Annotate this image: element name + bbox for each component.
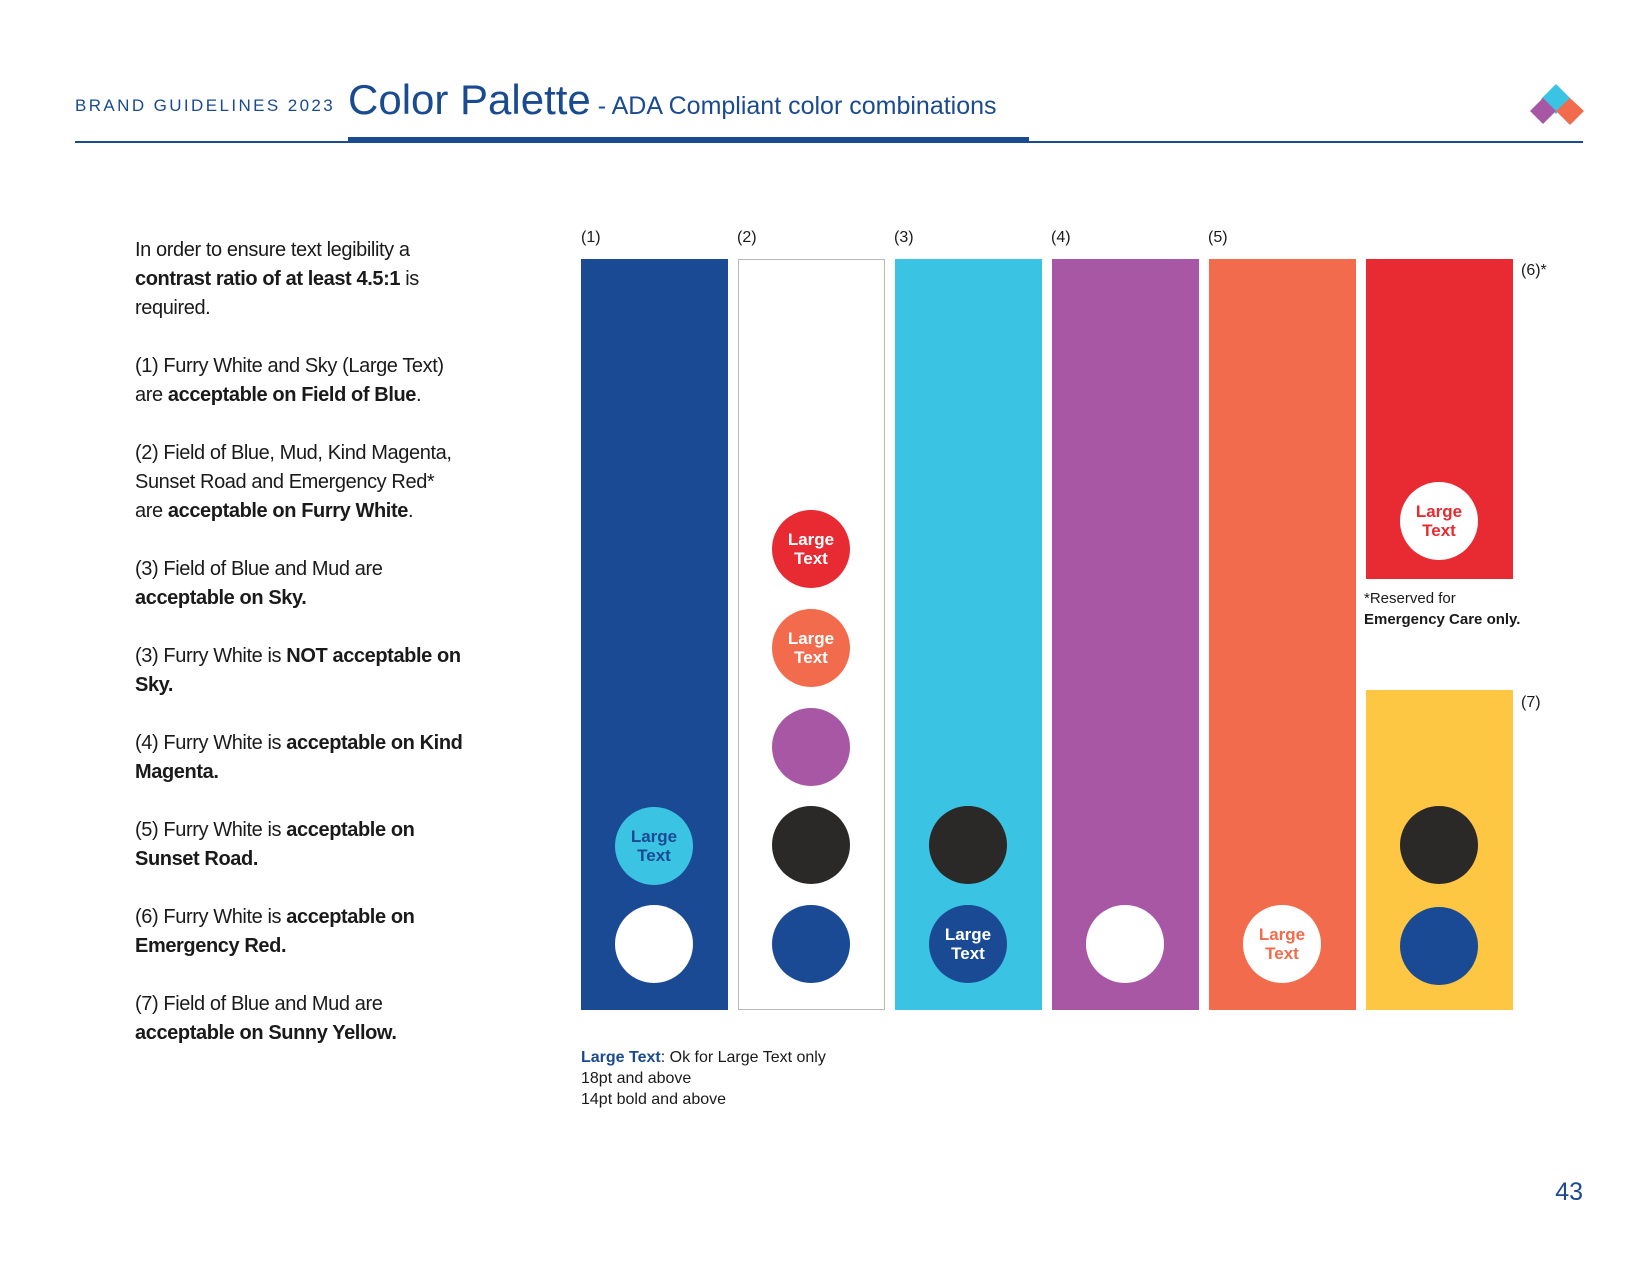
text-bold: acceptable on Field of Blue	[167, 384, 417, 406]
text-bold: acceptable on Sunset Road.	[135, 819, 415, 870]
text-regular: is required.	[135, 268, 419, 319]
rule-2	[135, 439, 465, 526]
rule-6	[135, 903, 465, 961]
text-regular: (7) Field of Blue and Mud are	[135, 993, 383, 1015]
reserved-note	[1364, 588, 1524, 630]
dot-label: Large	[787, 629, 835, 648]
dot-label: Text	[951, 944, 985, 963]
title-main: Color Palette	[348, 76, 591, 123]
column-label-5: (5)	[1208, 229, 1228, 246]
dot-sunset-road-large-text	[772, 609, 850, 687]
text-bold: acceptable on Sunny Yellow.	[135, 1022, 397, 1044]
dot-label: Text	[794, 549, 828, 568]
text-regular: (4) Furry White is	[135, 732, 287, 754]
text-bold: acceptable on Kind Magenta.	[135, 732, 463, 783]
column-label-2: (2)	[737, 229, 757, 246]
dot-mud	[772, 806, 850, 884]
dot-emergency-red-large-text	[772, 510, 850, 588]
dot-label: Large	[944, 925, 992, 944]
text-bold: Emergency Care only.	[1364, 611, 1521, 628]
column-label-4: (4)	[1051, 229, 1071, 246]
dot-label: Text	[1265, 944, 1299, 963]
text-regular: .	[407, 500, 414, 522]
text-bold: NOT acceptable on Sky.	[135, 645, 461, 696]
dot-label: Text	[794, 648, 828, 667]
legend-line-2: 18pt and above	[581, 1070, 692, 1087]
title-subtitle: - ADA Compliant color combinations	[590, 92, 997, 120]
large-text-legend	[581, 1047, 826, 1110]
swatch-sunset-road	[1209, 259, 1356, 1010]
dot-mud	[929, 806, 1007, 884]
text-bold: acceptable on Emergency Red.	[135, 906, 415, 957]
column-label-3: (3)	[894, 229, 914, 246]
text-regular: (3) Field of Blue and Mud are	[135, 558, 383, 580]
dot-furry-white	[615, 905, 693, 983]
column-label-1: (1)	[581, 229, 601, 246]
swatch-sky	[895, 259, 1042, 1010]
dot-field-of-blue	[772, 905, 850, 983]
dot-kind-magenta	[772, 708, 850, 786]
dot-label: Large	[1415, 502, 1463, 521]
legend-term: Large Text	[581, 1049, 661, 1066]
text-regular: (5) Furry White is	[135, 819, 287, 841]
dot-furry-white-large-text	[1400, 482, 1478, 560]
page-number: 43	[1555, 1178, 1583, 1206]
dot-label: Text	[637, 846, 671, 865]
rule-7	[135, 990, 465, 1048]
dot-field-of-blue	[1400, 907, 1478, 985]
dot-sky-large-text	[615, 807, 693, 885]
dot-furry-white	[1086, 905, 1164, 983]
text-bold: contrast ratio of at least 4.5:1	[135, 268, 401, 290]
swatch-field-of-blue	[581, 259, 728, 1010]
text-regular: In order to ensure text legibility a	[135, 239, 410, 261]
rule-4	[135, 729, 465, 787]
legend-definition: : Ok for Large Text only	[660, 1049, 826, 1066]
column-label-6: (6)*	[1521, 262, 1547, 279]
brand-logo-icon	[1530, 82, 1586, 128]
intro-paragraph	[135, 236, 465, 323]
text-regular: (6) Furry White is	[135, 906, 287, 928]
text-regular: *Reserved for	[1364, 590, 1456, 607]
rule-5	[135, 816, 465, 874]
text-regular: (2) Field of Blue, Mud, Kind Magenta, Sunset Road and Emergency Red* are	[135, 442, 452, 522]
dot-label: Large	[1258, 925, 1306, 944]
text-regular: .	[416, 384, 422, 406]
dot-label: Large	[787, 530, 835, 549]
text-regular: (1) Furry White and Sky (Large Text) are	[135, 355, 444, 406]
column-label-7: (7)	[1521, 694, 1541, 711]
legend-line-1	[581, 1047, 826, 1068]
dot-furry-white-large-text	[1243, 905, 1321, 983]
rule-3	[135, 555, 465, 613]
text-regular: (3) Furry White is	[135, 645, 287, 667]
text-bold: acceptable on Sky.	[135, 587, 307, 609]
swatch-kind-magenta	[1052, 259, 1199, 1010]
dot-label: Large	[630, 827, 678, 846]
dot-label: Text	[1422, 521, 1456, 540]
page-title	[348, 76, 997, 124]
header-accent-bar	[348, 137, 1029, 143]
rule-3b	[135, 642, 465, 700]
rule-1	[135, 352, 465, 410]
text-bold: acceptable on Furry White	[167, 500, 408, 522]
brand-label: BRAND GUIDELINES 2023	[75, 96, 336, 115]
legend-line-3: 14pt bold and above	[581, 1091, 727, 1108]
dot-mud	[1400, 806, 1478, 884]
dot-field-of-blue-large-text	[929, 905, 1007, 983]
guidelines-text	[135, 236, 465, 1077]
